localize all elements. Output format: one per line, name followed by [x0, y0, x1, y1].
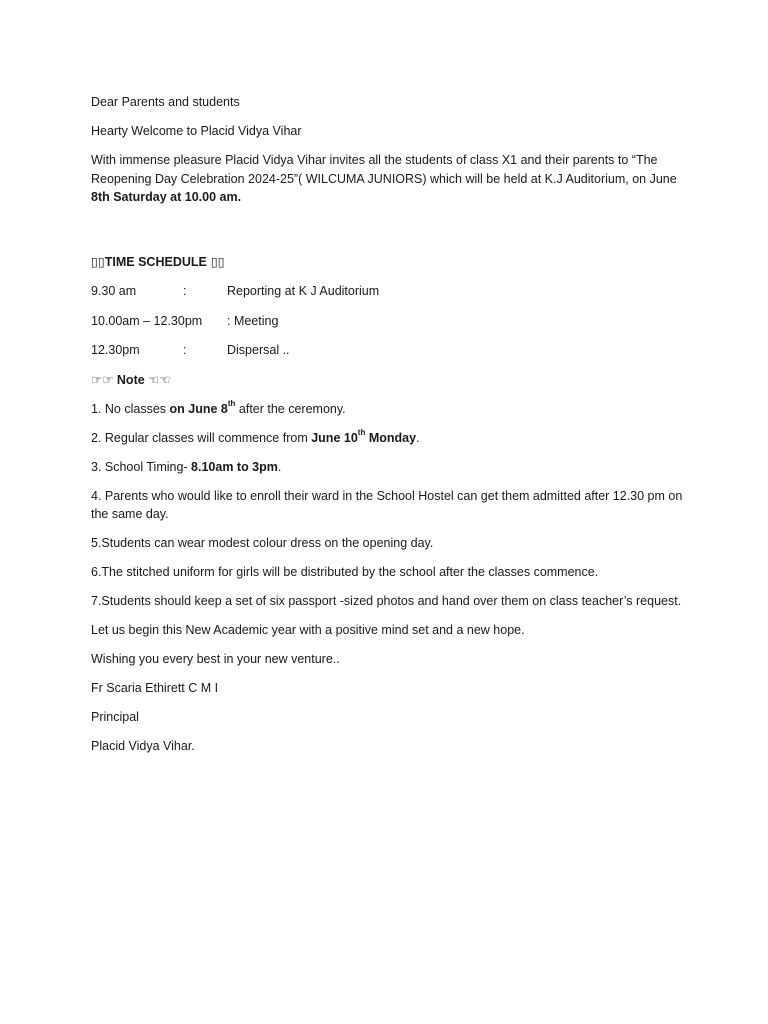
schedule-heading-text: TIME SCHEDULE	[104, 255, 207, 269]
schedule-separator: :	[183, 343, 187, 357]
note-point-text: 2. Regular classes will commence from	[91, 430, 312, 445]
note-heading	[91, 371, 691, 390]
schedule-heading	[91, 253, 691, 272]
schedule-time: 10.00am – 12.30pm	[91, 313, 203, 328]
ordinal-suffix: th	[227, 399, 236, 409]
note-point-2	[91, 429, 691, 448]
note-point-3	[91, 458, 691, 477]
schedule-time: 9.30 am	[91, 284, 137, 298]
clock-icon: ▯▯	[91, 254, 105, 269]
note-point-1	[91, 400, 691, 419]
schedule-event: Reporting at K J Auditorium	[227, 284, 380, 298]
invitation-paragraph	[91, 151, 691, 207]
pointing-hand-right-icon: ☞☞	[91, 371, 114, 387]
note-point-bold: Monday	[365, 430, 417, 445]
invitation-text: With immense pleasure Placid Vidya Vihar invites all the students of class X1 and their parents to “The Reopening Day Celebration 2024-25”( WILCUMA JUNIORS) which will be held at K.J Auditorium, on June	[91, 153, 677, 186]
pointing-hand-left-icon: ☜☜	[148, 371, 171, 387]
welcome-line: Hearty Welcome to Placid Vidya Vihar	[91, 124, 302, 138]
note-point-4: 4. Parents who would like to enroll their ward in the School Hostel can get them admitted after 12.30 pm on the same day.	[91, 488, 683, 521]
schedule-separator: :	[183, 284, 187, 298]
ordinal-suffix: th	[357, 428, 366, 438]
note-point-text: after the ceremony.	[235, 401, 346, 416]
note-point-bold: 8.10am to 3pm	[191, 459, 278, 474]
clock-icon: ▯▯	[206, 254, 225, 269]
note-point-text: 3. School Timing-	[91, 459, 192, 474]
note-point-text: 1. No classes	[91, 401, 170, 416]
schedule-event: : Meeting	[227, 313, 279, 328]
wishes-line: Wishing you every best in your new venture..	[91, 652, 340, 666]
note-point-text: .	[416, 430, 420, 445]
letter-body	[91, 93, 691, 766]
schedule-row	[91, 312, 691, 331]
schedule-row	[91, 282, 691, 301]
note-point-text: .	[277, 459, 282, 474]
schedule-row	[91, 341, 691, 360]
note-point-6: 6.The stitched uniform for girls will be distributed by the school after the classes commence.	[91, 565, 599, 579]
closing-line: Let us begin this New Academic year with a positive mind set and a new hope.	[91, 623, 525, 637]
note-point-7: 7.Students should keep a set of six passport -sized photos and hand over them on class teacher’s request.	[91, 594, 682, 608]
school-name: Placid Vidya Vihar.	[91, 739, 195, 753]
salutation: Dear Parents and students	[91, 95, 240, 109]
signer-name: Fr Scaria Ethirett C M I	[91, 681, 219, 695]
note-point-5: 5.Students can wear modest colour dress on the opening day.	[91, 536, 434, 550]
schedule-time: 12.30pm	[91, 343, 140, 357]
note-point-bold: June 10	[311, 430, 358, 445]
signer-title: Principal	[91, 710, 139, 724]
schedule-event: Dispersal ..	[227, 343, 290, 357]
note-label: Note	[116, 372, 145, 387]
spacer	[91, 217, 691, 253]
note-point-bold: on June 8	[169, 401, 228, 416]
invitation-date-time: 8th Saturday at 10.00 am.	[91, 190, 242, 204]
